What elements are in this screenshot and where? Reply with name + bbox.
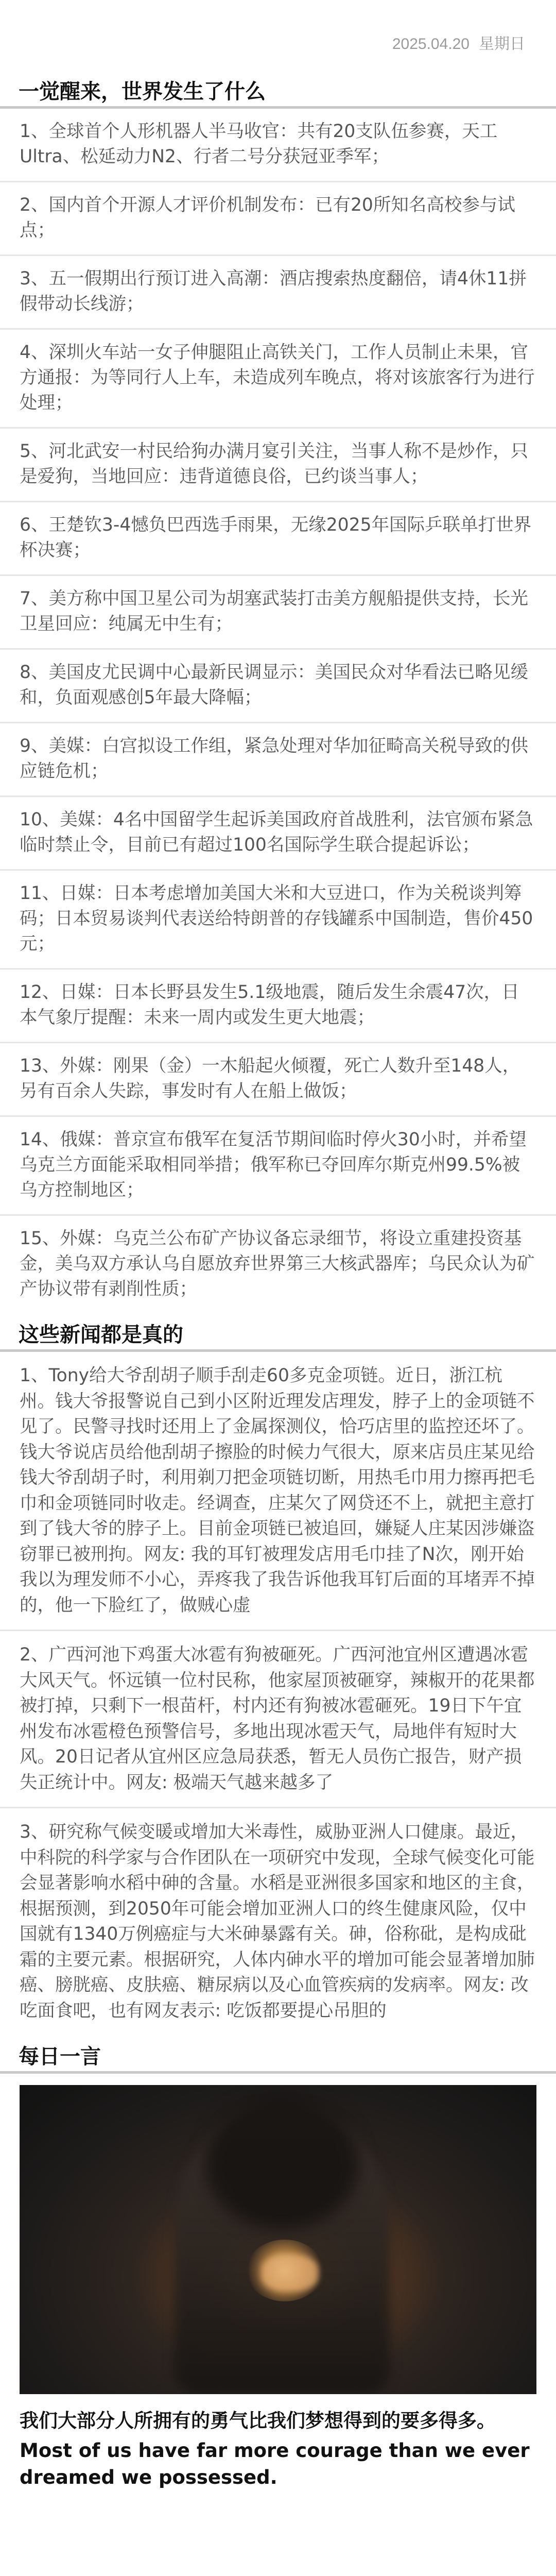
story-item: 3、研究称气候变暖或增加大米毒性，威胁亚洲人口健康。最近，中科院的科学家与合作团队在一项研究中发现，全球气候变化可能会显著影响水稻中砷的含量。水稻是亚洲很多国家和地区的主食，根据预测，到2050年可能会增加亚洲人口的终生健康风险，仅中国就有1340万例癌症与大米砷暴露有关。砷，俗称砒，是构成砒霜的主要元素。根据研究，人体内砷水平的增加可能会显著增加肺癌、膀胱癌、皮肤癌、糖尿病以及心血管疾病的发病率。网友: 改吃面食吧，也有网友表示: 吃饭都要提心吊胆的 xyxy=(20,1822,535,2021)
quote-english: Most of us have far more courage than we ever dreamed we possessed. xyxy=(20,2439,530,2488)
news-list xyxy=(0,109,556,1313)
news-item: 15、外媒：乌克兰公布矿产协议备忘录细节，将设立重建投资基金，美乌双方承认乌自愿放弃世界第三大核武器库；乌民众认为矿产协议带有剥削性质； xyxy=(20,1228,535,1299)
story-item: 2、广西河池下鸡蛋大冰雹有狗被砸死。广西河池宜州区遭遇冰雹大风天气。怀远镇一位村民称，他家屋顶被砸穿，辣椒开的花果都被打掉，只剩下一根苗杆，村内还有狗被冰雹砸死。19日下午宜州发布冰雹橙色预警信号，多地出现冰雹天气，局地伴有短时大风。20日记者从宜州区应急局获悉，暂无人员伤亡报告，财产损失正统计中。网友: 极端天气越来越多了 xyxy=(0,1631,556,1808)
quote-photo xyxy=(20,2085,536,2394)
news-item: 8、美国皮尤民调中心最新民调显示：美国民众对华看法已略见缓和，负面观感创5年最大降幅； xyxy=(0,650,556,723)
news-item: 13、外媒：刚果（金）一木船起火倾覆，死亡人数升至148人，另有百余人失踪，事发时有人在船上做饭； xyxy=(0,1043,556,1117)
news-section-title: 一觉醒来，世界发生了什么 xyxy=(19,80,266,104)
news-item: 12、日媒：日本长野县发生5.1级地震，随后发生余震47次，日本气象厅提醒：未来一周内或发生更大地震； xyxy=(0,970,556,1043)
news-item: 9、美媒：白宫拟设工作组，紧急处理对华加征畸高关税导致的供应链危机； xyxy=(0,723,556,797)
news-item: 2、国内首个开源人才评价机制发布：已有20所知名高校参与试点； xyxy=(0,182,556,256)
date-text: 2025.04.20 xyxy=(392,36,470,53)
news-item: 3、五一假期出行预订进入高潮：酒店搜索热度翻倍，请4休11拼假带动长线游； xyxy=(0,256,556,330)
photo-hair-shape xyxy=(205,2095,359,2229)
news-item: 7、美方称中国卫星公司为胡塞武装打击美方舰船提供支持，长光卫星回应：纯属无中生有； xyxy=(0,576,556,650)
news-item: 1、全球首个人形机器人半马收官：共有20支队伍参赛，天工Ultra、松延动力N2、行者二号分获冠亚季军； xyxy=(0,109,556,182)
news-item: 14、俄媒：普京宣布俄军在复活节期间临时停火30小时，并希望乌克兰方面能采取相同举措；俄军称已夺回库尔斯克州99.5%被乌方控制地区； xyxy=(0,1117,556,1216)
news-item: 11、日媒：日本考虑增加美国大米和大豆进口，作为关税谈判筹码；日本贸易谈判代表送给特朗普的存钱罐系中国制造，售价450元； xyxy=(0,871,556,970)
news-section-header xyxy=(0,77,556,106)
weekday-text: 星期日 xyxy=(479,36,525,53)
quote-section-header xyxy=(0,2042,556,2071)
quote-section-divider xyxy=(0,2071,556,2074)
news-item: 5、河北武安一村民给狗办满月宴引关注，当事人称不是炒作，只是爱狗，当地回应：违背道德良俗，已约谈当事人； xyxy=(0,429,556,502)
news-item: 6、王楚钦3-4憾负巴西选手雨果，无缘2025年国际乒联单打世界杯决赛； xyxy=(0,502,556,576)
true-news-list xyxy=(0,1352,556,2035)
date-header xyxy=(0,0,556,77)
true-news-section-header xyxy=(0,1320,556,1349)
photo-hand-shape xyxy=(262,2255,318,2291)
news-item: 4、深圳火车站一女子伸腿阻止高铁关门，工作人员制止未果，官方通报：为等同行人上车，未造成列车晚点，将对该旅客行为进行处理； xyxy=(0,330,556,429)
true-news-section-title: 这些新闻都是真的 xyxy=(19,1323,183,1347)
news-item: 10、美媒：4名中国留学生起诉美国政府首战胜利，法官颁布紧急临时禁止令，目前已有超过100名国际学生联合提起诉讼； xyxy=(0,797,556,871)
story-item: 1、Tony给大爷刮胡子顺手刮走60多克金项链。近日，浙江杭州。钱大爷报警说自己到小区附近理发店理发，脖子上的金项链不见了。民警寻找时还用上了金属探测仪，恰巧店里的监控还坏了。钱大爷说店员给他刮胡子擦脸的时候力气很大，原来店员庄某见给钱大爷刮胡子时，利用剃刀把金项链切断，用热毛巾用力擦再把毛巾和金项链同时收走。经调查，庄某欠了网贷还不上，就把主意打到了钱大爷的脖子上。目前金项链已被追回，嫌疑人庄某因涉嫌盗窃罪已被刑拘。网友: 我的耳钉被理发店用毛巾挂了N次，刚开始我以为理发师不小心，弄疼我了我告诉他我耳钉后面的耳堵弄不掉的，他一下脸红了，做贼心虚 xyxy=(0,1352,556,1631)
quote-section-title: 每日一言 xyxy=(19,2045,101,2069)
quote-chinese: 我们大部分人所拥有的勇气比我们梦想得到的要多得多。 xyxy=(20,2410,496,2432)
